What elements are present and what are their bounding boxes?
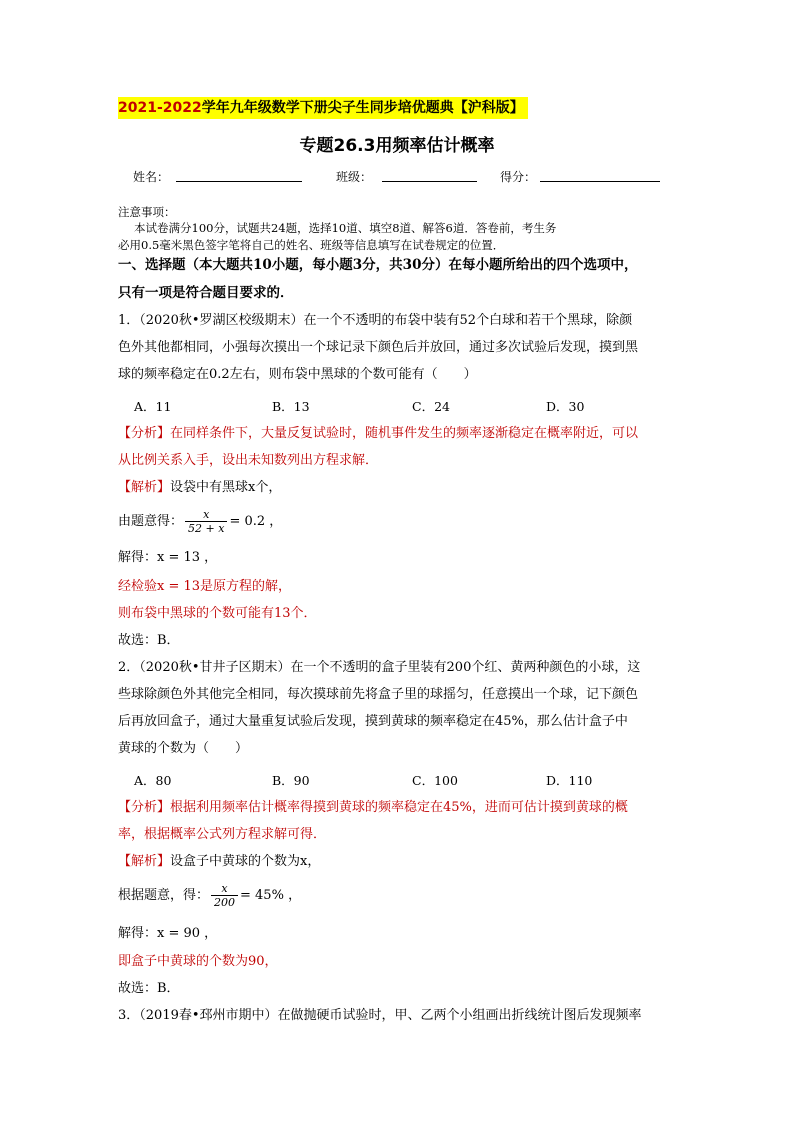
q2-option-d: D．110 [546,773,593,788]
class-blank[interactable] [382,181,477,182]
q2-stem-line4: 黄球的个数为（ ） [118,741,249,756]
q2-option-b: B．90 [272,773,310,788]
q2-analysis-line1: 【分析】根据利用频率估计概率得摸到黄球的频率稳定在45%，进而可估计摸到黄球的概 [118,800,628,815]
q1-analysis-line2: 从比例关系入手，设出未知数列出方程求解． [118,453,379,468]
q1-option-c: C．24 [412,399,450,414]
q2-option-c: C．100 [412,773,458,788]
q2-stem-line3: 后再放回盒子，通过大量重复试验后发现，摸到黄球的频率稳定在45%，那么估计盒子中 [118,714,628,729]
q2-analysis-line2: 率，根据概率公式列方程求解可得． [118,827,327,842]
name-blank[interactable] [176,181,302,182]
notice-heading: 注意事项： [118,205,176,219]
class-label: 班级： [336,170,373,184]
q1-eq-rhs: = 0.2 ， [229,514,283,529]
q2-fraction [211,882,238,909]
q1-option-b: B．13 [272,399,310,414]
q1-stem-line3: 球的频率稳定在0.2左右，则布袋中黑球的个数可能有（ ） [118,367,477,382]
q2-solve: 解得：x = 90 ， [118,926,218,941]
notice-line1: 本试卷满分100分，试题共24题，选择10道、填空8道、解答6道．答卷前，考生务 [134,221,557,235]
q1-solution-text: 设袋中有黑球x个， [170,480,282,495]
q1-fraction [185,508,227,535]
q2-equation [118,881,301,911]
notice-line2: 必用0.5毫米黑色签字笔将自己的姓名、班级等信息填写在试卷规定的位置． [118,238,505,252]
q2-conclusion: 即盒子中黄球的个数为90， [118,954,278,969]
q1-solution-intro [118,478,281,498]
q1-equation [118,507,282,537]
q2-solution-intro [118,852,320,872]
q1-stem-line2: 色外其他都相同，小强每次摸出一个球记录下颜色后并放回，通过多次试验后发现，摸到黑 [118,340,639,355]
q2-solution-text: 设盒子中黄球的个数为x， [170,854,321,869]
q2-frac-den: 200 [214,896,236,909]
q1-frac-den: 52 + x [188,522,225,535]
q1-eq-prefix: 由题意得： [118,514,184,529]
q2-solution-label: 【解析】 [118,854,171,869]
page-title: 专题26.3用频率估计概率 [299,136,495,156]
q1-option-a: A．11 [134,399,172,414]
score-blank[interactable] [540,181,660,182]
q1-solve: 解得：x = 13 ， [118,550,218,565]
series-header [118,97,528,119]
q1-answer: 故选：B． [118,633,180,648]
q2-stem-line2: 些球除颜色外其他完全相同，每次摸球前先将盒子里的球摇匀，任意摸出一个球，记下颜色 [118,687,639,702]
q1-conclusion: 则布袋中黑球的个数可能有13个． [118,606,317,621]
q1-option-d: D．30 [546,399,585,414]
score-label: 得分： [500,170,537,184]
section1-heading-line1: 一、选择题（本大题共10小题，每小题3分，共30分）在每小题所给出的四个选项中， [118,257,638,273]
q2-answer: 故选：B． [118,981,180,996]
q1-solution-label: 【解析】 [118,480,171,495]
q1-analysis-line1: 【分析】在同样条件下，大量反复试验时，随机事件发生的频率逐渐稳定在概率附近，可以 [118,426,639,441]
q2-option-a: A．80 [134,773,172,788]
series-year: 2021-2022 [118,100,202,116]
q2-eq-rhs: = 45% ， [240,888,302,903]
section1-heading-line2: 只有一项是符合题目要求的． [118,285,294,301]
q1-frac-num: x [185,508,227,522]
q2-eq-prefix: 根据题意，得： [118,888,210,903]
q1-stem-line1: 1．（2020秋•罗湖区校级期末）在一个不透明的布袋中装有52个白球和若干个黑球，除颜 [118,313,633,328]
name-label: 姓名： [133,170,170,184]
q3-stem-line1: 3．（2019春•邳州市期中）在做抛硬币试验时，甲、乙两个小组画出折线统计图后发现频率 [118,1008,642,1023]
q2-stem-line1: 2．（2020秋•甘井子区期末）在一个不透明的盒子里装有200个红、黄两种颜色的小球，这 [118,660,641,675]
q2-frac-num: x [211,882,238,896]
q1-check: 经检验x = 13是原方程的解， [118,579,292,594]
series-title: 学年九年级数学下册尖子生同步培优题典【沪科版】 [201,100,524,116]
